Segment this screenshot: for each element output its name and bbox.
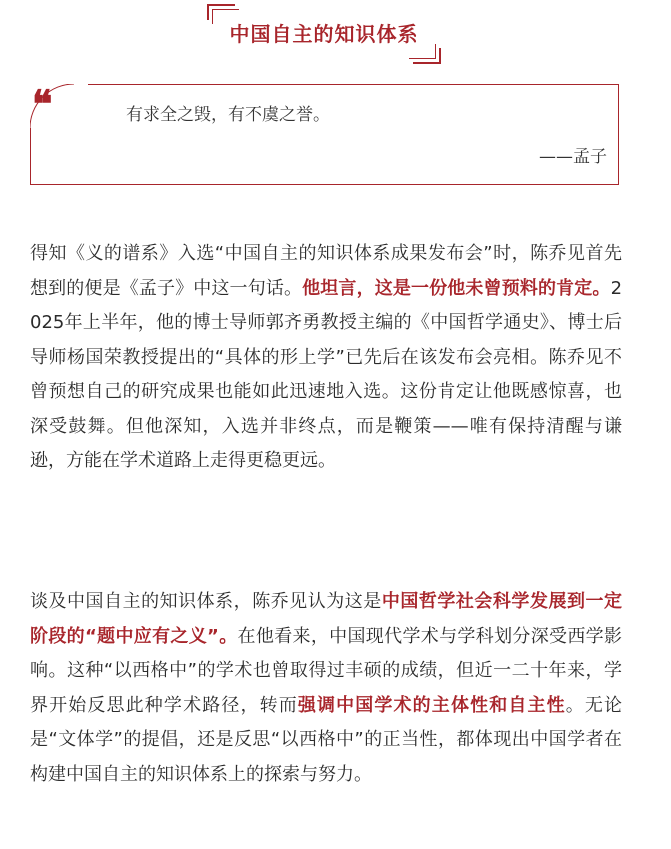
title-frame: [207, 4, 441, 64]
quote-mark-icon: ❝: [32, 81, 53, 126]
body-paragraph-2: [30, 585, 622, 792]
highlighted-text: 他坦言，这是一份他未曾预料的肯定。: [302, 277, 611, 299]
paragraph-text: 在他看来，中国现代学术与学科划分深受西学影响。这种“以西格中”的学术也曾取得过丰硕的成绩，但近一二十年来，学界开始反思此种学术路径，转而: [30, 625, 622, 716]
paragraph-text: 2025年上半年，他的博士导师郭齐勇教授主编的《中国哲学通史》、博士后导师杨国荣教授提出的“具体的形上学”已先后在该发布会亮相。陈乔见不曾预想自己的研究成果也能如此迅速地入选。这份肯定让他既感惊喜，也深受鼓舞。但他深知，入选并非终点，而是鞭策——唯有保持清醒与谦逊，方能在学术道路上走得更稳更远。: [30, 277, 623, 471]
paragraph-text: 。无论是“文体学”的提倡，还是反思“以西格中”的正当性，都体现出中国学者在构建中国自主的知识体系上的探索与努力。: [30, 694, 623, 785]
quote-author: ——孟子: [539, 147, 607, 167]
paragraph-text: 谈及中国自主的知识体系，陈乔见认为这是: [30, 591, 382, 612]
quote-text: 有求全之毁，有不虞之誉。: [126, 105, 330, 125]
body-paragraph-1: [30, 237, 622, 479]
highlighted-text: 中国哲学社会科学发展到一定阶段的“题中应有之义”。: [30, 591, 623, 647]
highlighted-text: 强调中国学术的主体性和自主性: [297, 694, 566, 716]
page-title: 中国自主的知识体系: [229, 22, 419, 46]
quote-box: [30, 81, 619, 185]
paragraph-text: 得知《义的谱系》入选“中国自主的知识体系成果发布会”时，陈乔见首先想到的便是《孟子》中这一句话。: [30, 243, 622, 299]
